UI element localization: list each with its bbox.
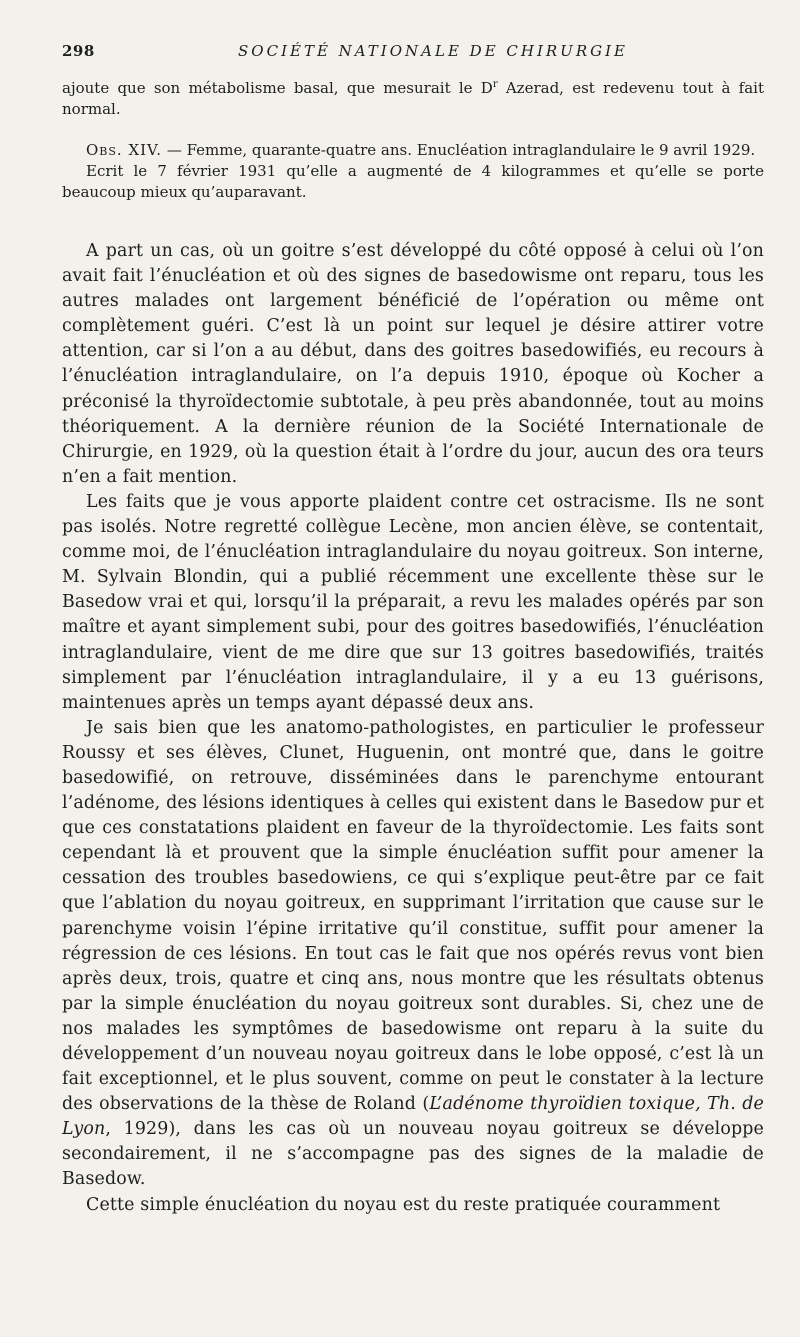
observation-text: — Femme, quarante-quatre ans. Enucléation intraglandulaire le 9 avril 1929.: [162, 141, 756, 159]
page-number: 298: [62, 42, 95, 60]
paragraph-3: [62, 716, 764, 1193]
paragraph-4: Cette simple énucléation du noyau est du reste pratiquée couramment: [86, 1194, 721, 1215]
intro-text-continued: Azerad, est redevenu tout à fait normal.: [62, 79, 765, 118]
doctor-superscript: r: [492, 79, 498, 90]
observation-block: [62, 140, 764, 203]
observation-line-2: Ecrit le 7 février 1931 qu’elle a augmenté de 4 kilogrammes et qu’elle se porte beaucoup mieux qu’auparavant.: [62, 162, 764, 201]
running-head: SOCIÉTÉ NATIONALE DE CHIRURGIE: [238, 42, 628, 60]
paragraph-2: Les faits que je vous apporte plaident contre cet ostracisme. Ils ne sont pas isolés. Notre regretté collègue Lecène, mon ancien élève, se contentait, comme moi, de l’énucléation intraglandulaire du noyau goitreux. Son interne, M. Sylvain Blondin, qui a publié récemment une excellente thèse sur le Basedow vrai et qui, lorsqu’il la préparait, a revu les malades opérés par son maître et ayant simplement subi, pour des goitres basedowifiés, l’énucléation intraglandulaire, vient de me dire que sur 13 goitres basedowifiés, traités simplement par l’énucléation intraglandulaire, il y a eu 13 guérisons, maintenues après un temps ayant dépassé deux ans.: [62, 491, 764, 713]
page-header: [62, 34, 764, 64]
paragraph-3-text-continued: , 1929), dans les cas où un nouveau noyau goitreux se développe secondairement, il ne s’accompagne pas des signes de la maladie de Basedow.: [62, 1119, 764, 1190]
thesis-citation: L’adénome thyroïdien toxique, Th. de Lyon: [62, 1094, 764, 1140]
intro-paragraph: [62, 78, 764, 120]
paragraph-3-text: Je sais bien que les anatomo-pathologistes, en particulier le professeur Roussy et ses élèves, Clunet, Huguenin, ont montré que, dans le goitre basedowifié, on retrouve, disséminées dans le parenchyme entourant l’adénome, des lésions identiques à celles qui existent dans le Basedow pur et que ces constatations plaident en faveur de la thyroïdectomie. Les faits sont cependant là et prouvent que la simple énucléation suffit pour amener la cessation des troubles basedowiens, ce qui s’explique peut-être par ce fait que l’ablation du noyau goitreux, en supprimant l’irritation que cause sur le parenchyme voisin l’épine irritative qu’il constitue, suffit pour amener la régression de ces lésions. En tout cas le fait que nos opérés revus vont bien après deux, trois, quatre et cinq ans, nous montre que les résultats obtenus par la simple énucléation du noyau goitreux sont durables. Si, chez une de nos malades les symptômes de basedowisme ont reparu à la suite du développement d’un nouveau noyau goitreux dans le lobe opposé, c’est là un fait exceptionnel, et le plus souvent, comme on peut le constater à la lecture des observations de la thèse de Roland (: [62, 717, 764, 1115]
paragraph-1: A part un cas, où un goitre s’est développé du côté opposé à celui où l’on avait fait l’énucléation et où des signes de basedowisme ont reparu, tous les autres malades ont largement bénéficié de l’opération ou même ont complètement guéri. C’est là un point sur lequel je désire attirer votre attention, car si l’on a au début, dans des goitres basedowifiés, eu recours à l’énucléation intraglandulaire, on l’a depuis 1910, époque où Kocher a préconisé la thyroïdectomie subtotale, à peu près abandonnée, tout au moins théoriquement. A la dernière réunion de la Société Internationale de Chirurgie, en 1929, où la question était à l’ordre du jour, aucun des ora teurs n’en a fait mention.: [62, 241, 764, 487]
observation-label: Obs. XIV.: [86, 141, 163, 159]
intro-text: ajoute que son métabolisme basal, que mesurait le D: [62, 79, 493, 97]
observation-line-1: [62, 140, 764, 161]
